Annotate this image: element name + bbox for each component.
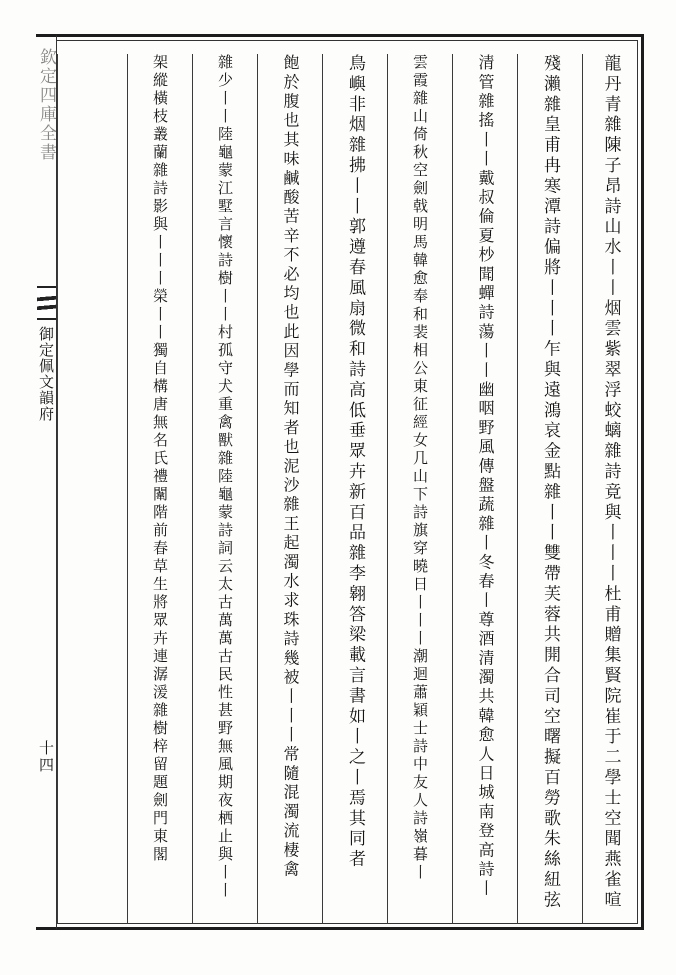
text-column-6 [257, 54, 322, 924]
text-column-4 [387, 54, 452, 924]
text-column-9 [57, 54, 127, 924]
column-text: 飽於腹也其味鹹酸苦辛不必均也此因學而知者也泥沙雜王起濁水求珠詩幾被丨丨丨常隨混濁流棲禽 [281, 54, 300, 880]
text-column-1 [582, 54, 638, 924]
page-number: 十四 [37, 740, 55, 774]
column-text: 雲霞雜山倚秋空劍戟明馬韓愈奉和裴相公東征經女几山下詩旗穿曉日丨丨丨潮迴蕭穎士詩中友人詩嶺暮丨 [411, 54, 429, 882]
column-text: 架縱橫枝叢蘭雜詩影與丨丨丨榮丨丨獨自構唐無名氏禮闈階前春草生將眾卉連潺湲雜樹梓留題劍門東閣 [151, 54, 169, 864]
text-column-3 [452, 54, 517, 924]
column-text: 鳥嶼非烟雜拂丨丨郭遵春風扇微和詩高低垂眾卉新百品雜李翱答梁載言書如丨之丨焉其同者 [345, 54, 365, 870]
margin-strip [36, 34, 57, 930]
text-column-5 [322, 54, 387, 924]
text-column-2 [517, 54, 582, 924]
fishtail-mark [37, 286, 56, 320]
text-column-8 [127, 54, 192, 924]
column-text: 龍丹青雜陳子昂詩山水丨丨烟雲紫翠浮蛟螭雜詩竟與丨丨丨杜甫贈集賢院崔于二學士空聞燕雀喧 [600, 54, 621, 911]
text-column-7 [192, 54, 257, 924]
margin-header: 欽定四庫全書 [36, 48, 56, 162]
column-text: 雜少丨丨陸龜蒙江墅言懷詩樹丨丨村孤守犬重禽獸雜陸龜蒙詩詞云太古萬萬古民性甚野無風期夜栖止與丨丨 [216, 54, 234, 900]
column-text: 清管雜搖丨丨戴叔倫夏杪聞蟬詩蕩丨丨幽咽野風傳盤蔬雜丨冬春丨尊酒清濁共韓愈人日城南登高詩丨 [476, 54, 495, 899]
book-title: 御定佩文韻府 [37, 326, 55, 422]
column-text: 殘瀨雜皇甫冉寒潭詩偏將丨丨丨乍與遠鴻哀金點雜丨丨雙帶芙蓉共開合司空曙擬百勞歌朱絲紐弦 [540, 54, 560, 911]
